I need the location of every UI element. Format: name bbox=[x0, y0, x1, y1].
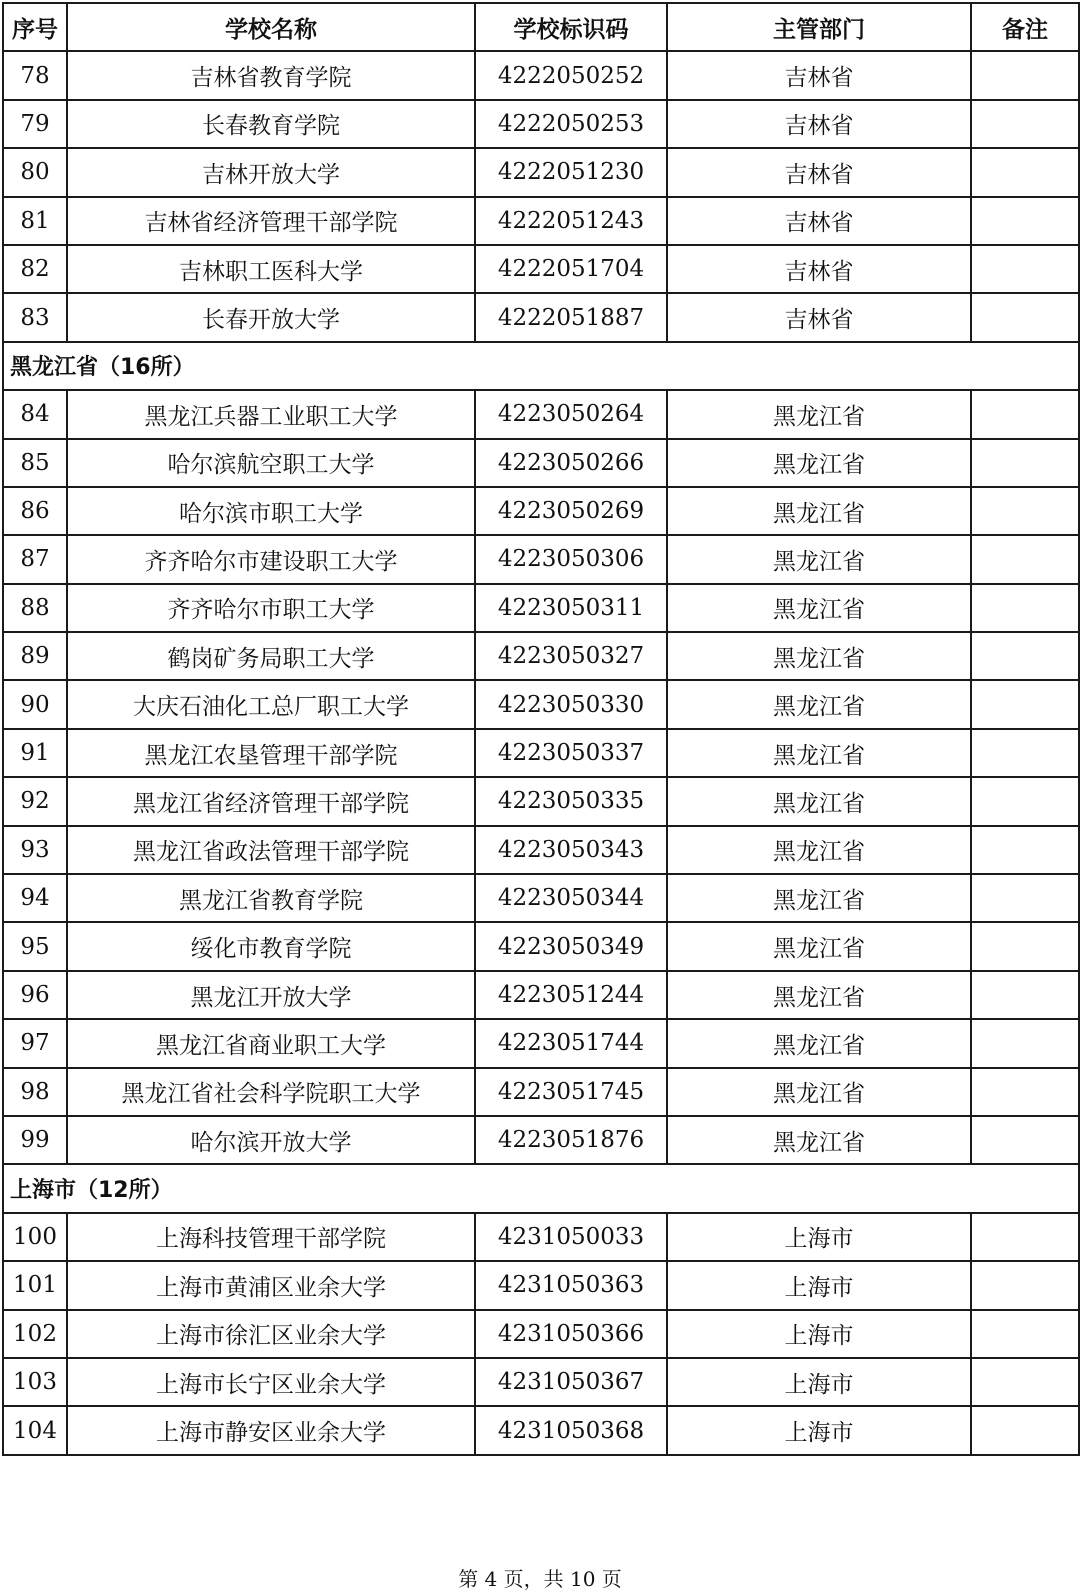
cell-school-code: 4223050306 bbox=[475, 535, 667, 583]
cell-school-code: 4222050252 bbox=[475, 51, 667, 99]
cell-seq: 92 bbox=[3, 777, 67, 825]
cell-school-name: 鹤岗矿务局职工大学 bbox=[67, 632, 475, 680]
cell-department: 吉林省 bbox=[667, 293, 971, 341]
cell-seq: 97 bbox=[3, 1019, 67, 1067]
table-row bbox=[3, 1213, 1079, 1261]
cell-school-code: 4223050264 bbox=[475, 390, 667, 438]
cell-department: 黑龙江省 bbox=[667, 390, 971, 438]
table-row bbox=[3, 439, 1079, 487]
cell-school-name: 吉林开放大学 bbox=[67, 148, 475, 196]
cell-seq: 84 bbox=[3, 390, 67, 438]
section-title: 上海市（12所） bbox=[3, 1164, 1079, 1212]
table-row bbox=[3, 1261, 1079, 1309]
cell-note bbox=[971, 922, 1079, 970]
cell-school-name: 上海市徐汇区业余大学 bbox=[67, 1310, 475, 1358]
cell-note bbox=[971, 439, 1079, 487]
table-header-row bbox=[3, 3, 1079, 51]
cell-school-name: 黑龙江省政法管理干部学院 bbox=[67, 826, 475, 874]
cell-seq: 83 bbox=[3, 293, 67, 341]
cell-school-code: 4231050366 bbox=[475, 1310, 667, 1358]
cell-seq: 78 bbox=[3, 51, 67, 99]
cell-department: 黑龙江省 bbox=[667, 1116, 971, 1164]
cell-note bbox=[971, 148, 1079, 196]
table-row bbox=[3, 874, 1079, 922]
cell-seq: 89 bbox=[3, 632, 67, 680]
table-row bbox=[3, 197, 1079, 245]
table-row bbox=[3, 51, 1079, 99]
cell-school-code: 4223051876 bbox=[475, 1116, 667, 1164]
cell-department: 黑龙江省 bbox=[667, 584, 971, 632]
table-body bbox=[3, 51, 1079, 1454]
cell-seq: 94 bbox=[3, 874, 67, 922]
cell-department: 黑龙江省 bbox=[667, 632, 971, 680]
cell-school-name: 哈尔滨开放大学 bbox=[67, 1116, 475, 1164]
cell-seq: 79 bbox=[3, 100, 67, 148]
cell-school-code: 4223051244 bbox=[475, 971, 667, 1019]
cell-note bbox=[971, 1019, 1079, 1067]
cell-department: 吉林省 bbox=[667, 197, 971, 245]
table-row bbox=[3, 1019, 1079, 1067]
table-row bbox=[3, 100, 1079, 148]
section-title: 黑龙江省（16所） bbox=[3, 342, 1079, 390]
cell-school-name: 大庆石油化工总厂职工大学 bbox=[67, 680, 475, 728]
cell-seq: 93 bbox=[3, 826, 67, 874]
cell-department: 黑龙江省 bbox=[667, 826, 971, 874]
cell-school-name: 黑龙江省经济管理干部学院 bbox=[67, 777, 475, 825]
cell-department: 黑龙江省 bbox=[667, 777, 971, 825]
cell-school-name: 哈尔滨市职工大学 bbox=[67, 487, 475, 535]
table-row bbox=[3, 971, 1079, 1019]
cell-school-name: 黑龙江农垦管理干部学院 bbox=[67, 729, 475, 777]
cell-seq: 96 bbox=[3, 971, 67, 1019]
cell-school-name: 上海市静安区业余大学 bbox=[67, 1406, 475, 1454]
cell-school-name: 吉林职工医科大学 bbox=[67, 245, 475, 293]
cell-school-code: 4222051243 bbox=[475, 197, 667, 245]
cell-department: 上海市 bbox=[667, 1358, 971, 1406]
cell-department: 上海市 bbox=[667, 1213, 971, 1261]
cell-note bbox=[971, 1261, 1079, 1309]
schools-table bbox=[2, 2, 1080, 1456]
cell-school-name: 齐齐哈尔市建设职工大学 bbox=[67, 535, 475, 583]
cell-note bbox=[971, 971, 1079, 1019]
cell-school-name: 长春教育学院 bbox=[67, 100, 475, 148]
table-row bbox=[3, 245, 1079, 293]
cell-school-name: 上海科技管理干部学院 bbox=[67, 1213, 475, 1261]
cell-note bbox=[971, 1068, 1079, 1116]
cell-department: 黑龙江省 bbox=[667, 1019, 971, 1067]
table-row bbox=[3, 390, 1079, 438]
cell-note bbox=[971, 874, 1079, 922]
cell-department: 上海市 bbox=[667, 1261, 971, 1309]
cell-school-name: 吉林省经济管理干部学院 bbox=[67, 197, 475, 245]
cell-school-code: 4231050033 bbox=[475, 1213, 667, 1261]
cell-school-code: 4231050368 bbox=[475, 1406, 667, 1454]
cell-note bbox=[971, 51, 1079, 99]
cell-seq: 102 bbox=[3, 1310, 67, 1358]
header-seq: 序号 bbox=[3, 3, 67, 51]
header-school-name: 学校名称 bbox=[67, 3, 475, 51]
cell-note bbox=[971, 293, 1079, 341]
cell-department: 黑龙江省 bbox=[667, 922, 971, 970]
cell-school-code: 4223050327 bbox=[475, 632, 667, 680]
cell-note bbox=[971, 100, 1079, 148]
table-row bbox=[3, 680, 1079, 728]
section-row bbox=[3, 1164, 1079, 1212]
cell-school-name: 哈尔滨航空职工大学 bbox=[67, 439, 475, 487]
cell-note bbox=[971, 535, 1079, 583]
cell-school-code: 4222051704 bbox=[475, 245, 667, 293]
cell-school-code: 4223050343 bbox=[475, 826, 667, 874]
table-row bbox=[3, 632, 1079, 680]
cell-school-name: 绥化市教育学院 bbox=[67, 922, 475, 970]
cell-school-code: 4231050367 bbox=[475, 1358, 667, 1406]
cell-department: 黑龙江省 bbox=[667, 680, 971, 728]
cell-note bbox=[971, 1310, 1079, 1358]
table-row bbox=[3, 1068, 1079, 1116]
cell-school-name: 上海市黄浦区业余大学 bbox=[67, 1261, 475, 1309]
section-row bbox=[3, 342, 1079, 390]
cell-department: 黑龙江省 bbox=[667, 487, 971, 535]
cell-department: 黑龙江省 bbox=[667, 729, 971, 777]
cell-note bbox=[971, 777, 1079, 825]
cell-school-code: 4223050266 bbox=[475, 439, 667, 487]
cell-seq: 85 bbox=[3, 439, 67, 487]
cell-note bbox=[971, 826, 1079, 874]
cell-school-code: 4222051887 bbox=[475, 293, 667, 341]
cell-department: 黑龙江省 bbox=[667, 1068, 971, 1116]
page-footer: 第 4 页，共 10 页 bbox=[458, 1567, 622, 1591]
table-row bbox=[3, 487, 1079, 535]
table-row bbox=[3, 584, 1079, 632]
cell-note bbox=[971, 487, 1079, 535]
cell-school-name: 齐齐哈尔市职工大学 bbox=[67, 584, 475, 632]
cell-seq: 86 bbox=[3, 487, 67, 535]
cell-department: 上海市 bbox=[667, 1310, 971, 1358]
cell-note bbox=[971, 1358, 1079, 1406]
cell-note bbox=[971, 680, 1079, 728]
header-note: 备注 bbox=[971, 3, 1079, 51]
cell-note bbox=[971, 632, 1079, 680]
cell-school-code: 4223050330 bbox=[475, 680, 667, 728]
cell-school-code: 4223051744 bbox=[475, 1019, 667, 1067]
cell-school-name: 吉林省教育学院 bbox=[67, 51, 475, 99]
cell-seq: 95 bbox=[3, 922, 67, 970]
cell-school-name: 上海市长宁区业余大学 bbox=[67, 1358, 475, 1406]
table-row bbox=[3, 826, 1079, 874]
cell-note bbox=[971, 584, 1079, 632]
cell-department: 黑龙江省 bbox=[667, 535, 971, 583]
cell-seq: 90 bbox=[3, 680, 67, 728]
cell-seq: 99 bbox=[3, 1116, 67, 1164]
cell-note bbox=[971, 1213, 1079, 1261]
cell-department: 吉林省 bbox=[667, 148, 971, 196]
cell-department: 黑龙江省 bbox=[667, 439, 971, 487]
cell-seq: 82 bbox=[3, 245, 67, 293]
cell-school-name: 黑龙江省商业职工大学 bbox=[67, 1019, 475, 1067]
cell-school-code: 4231050363 bbox=[475, 1261, 667, 1309]
cell-seq: 87 bbox=[3, 535, 67, 583]
cell-note bbox=[971, 1116, 1079, 1164]
table-row bbox=[3, 1406, 1079, 1454]
table-row bbox=[3, 535, 1079, 583]
cell-seq: 98 bbox=[3, 1068, 67, 1116]
cell-school-code: 4223050335 bbox=[475, 777, 667, 825]
cell-school-name: 长春开放大学 bbox=[67, 293, 475, 341]
cell-department: 吉林省 bbox=[667, 51, 971, 99]
table-row bbox=[3, 293, 1079, 341]
table-row bbox=[3, 1116, 1079, 1164]
cell-school-name: 黑龙江开放大学 bbox=[67, 971, 475, 1019]
cell-school-code: 4223050269 bbox=[475, 487, 667, 535]
cell-school-name: 黑龙江省社会科学院职工大学 bbox=[67, 1068, 475, 1116]
cell-seq: 80 bbox=[3, 148, 67, 196]
cell-seq: 101 bbox=[3, 1261, 67, 1309]
cell-note bbox=[971, 197, 1079, 245]
table-row bbox=[3, 1358, 1079, 1406]
table-row bbox=[3, 729, 1079, 777]
cell-school-code: 4223050311 bbox=[475, 584, 667, 632]
cell-seq: 104 bbox=[3, 1406, 67, 1454]
table-row bbox=[3, 922, 1079, 970]
header-school-code: 学校标识码 bbox=[475, 3, 667, 51]
cell-school-name: 黑龙江省教育学院 bbox=[67, 874, 475, 922]
cell-department: 上海市 bbox=[667, 1406, 971, 1454]
cell-school-code: 4222051230 bbox=[475, 148, 667, 196]
cell-school-code: 4223051745 bbox=[475, 1068, 667, 1116]
cell-school-code: 4223050337 bbox=[475, 729, 667, 777]
cell-department: 黑龙江省 bbox=[667, 971, 971, 1019]
cell-department: 吉林省 bbox=[667, 245, 971, 293]
cell-seq: 91 bbox=[3, 729, 67, 777]
cell-seq: 100 bbox=[3, 1213, 67, 1261]
header-department: 主管部门 bbox=[667, 3, 971, 51]
cell-seq: 103 bbox=[3, 1358, 67, 1406]
cell-school-code: 4223050344 bbox=[475, 874, 667, 922]
cell-school-code: 4223050349 bbox=[475, 922, 667, 970]
cell-department: 吉林省 bbox=[667, 100, 971, 148]
cell-school-code: 4222050253 bbox=[475, 100, 667, 148]
cell-note bbox=[971, 729, 1079, 777]
table-row bbox=[3, 777, 1079, 825]
table-row bbox=[3, 148, 1079, 196]
cell-school-name: 黑龙江兵器工业职工大学 bbox=[67, 390, 475, 438]
cell-note bbox=[971, 1406, 1079, 1454]
cell-seq: 81 bbox=[3, 197, 67, 245]
cell-note bbox=[971, 390, 1079, 438]
cell-seq: 88 bbox=[3, 584, 67, 632]
table-row bbox=[3, 1310, 1079, 1358]
cell-note bbox=[971, 245, 1079, 293]
cell-department: 黑龙江省 bbox=[667, 874, 971, 922]
